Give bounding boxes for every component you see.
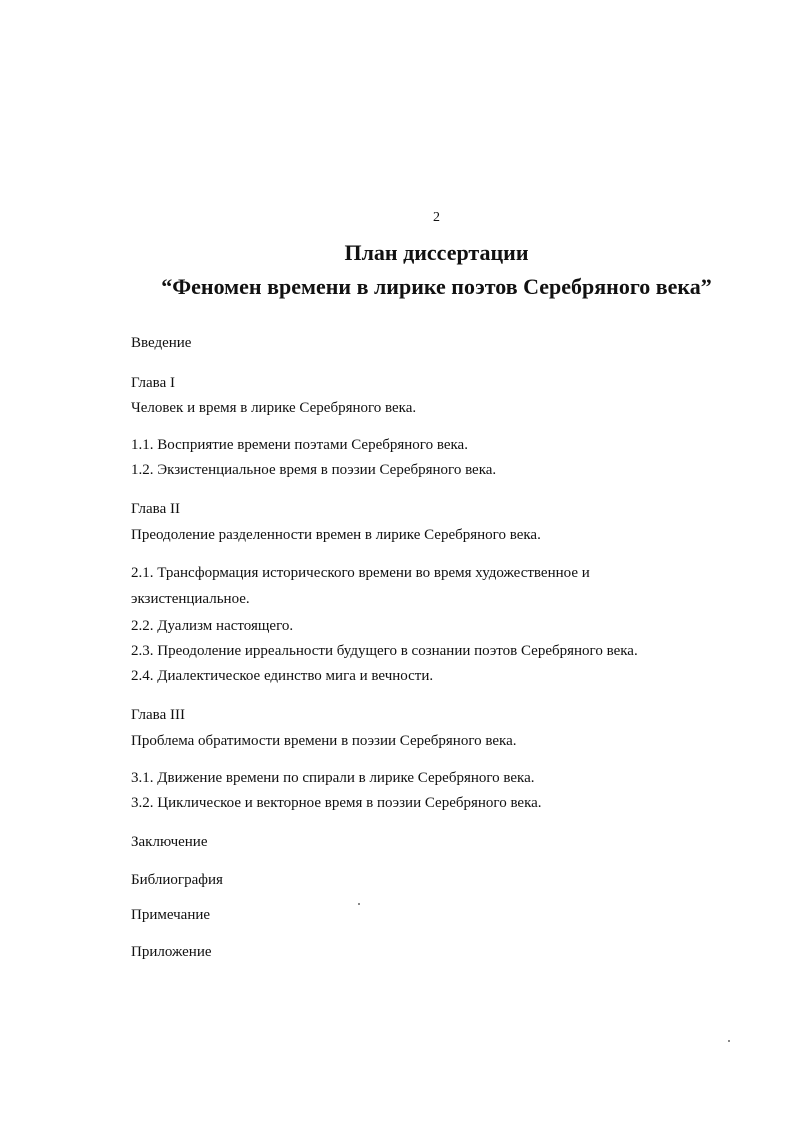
chapter-3-title: Проблема обратимости времени в поэзии Серебряного века. [131, 733, 517, 749]
section-2-2: 2.2. Дуализм настоящего. [131, 618, 294, 634]
scan-speck [728, 1040, 730, 1042]
toc-conclusion: Заключение [131, 834, 208, 850]
page-subtitle: “Феномен времени в лирике поэтов Серебряного века” [161, 274, 712, 299]
section-2-1: 2.1. Трансформация исторического времени во время художественное и экзистенциальное. [131, 565, 590, 607]
section-2-3: 2.3. Преодоление ирреальности будущего в сознании поэтов Серебряного века. [131, 643, 638, 659]
chapter-3-label: Глава III [131, 707, 185, 723]
chapter-1-label: Глава I [131, 375, 175, 391]
page-number: 2 [433, 210, 440, 225]
toc-notes: Примечание [131, 907, 211, 923]
chapter-1-title: Человек и время в лирике Серебряного века. [131, 400, 417, 416]
section-1-1: 1.1. Восприятие времени поэтами Серебряного века. [131, 437, 468, 453]
section-3-1: 3.1. Движение времени по спирали в лирике Серебряного века. [131, 770, 535, 786]
chapter-2-title: Преодоление разделенности времен в лирике Серебряного века. [131, 527, 541, 543]
section-2-4: 2.4. Диалектическое единство мига и вечности. [131, 668, 434, 684]
toc-bibliography: Библиография [131, 872, 223, 888]
scan-speck [358, 903, 360, 905]
section-3-2: 3.2. Циклическое и векторное время в поэзии Серебряного века. [131, 795, 542, 811]
chapter-2-label: Глава II [131, 501, 180, 517]
page-title: План диссертации [344, 240, 529, 265]
toc-intro: Введение [131, 335, 192, 351]
toc-appendix: Приложение [131, 944, 212, 960]
section-1-2: 1.2. Экзистенциальное время в поэзии Серебряного века. [131, 462, 497, 478]
